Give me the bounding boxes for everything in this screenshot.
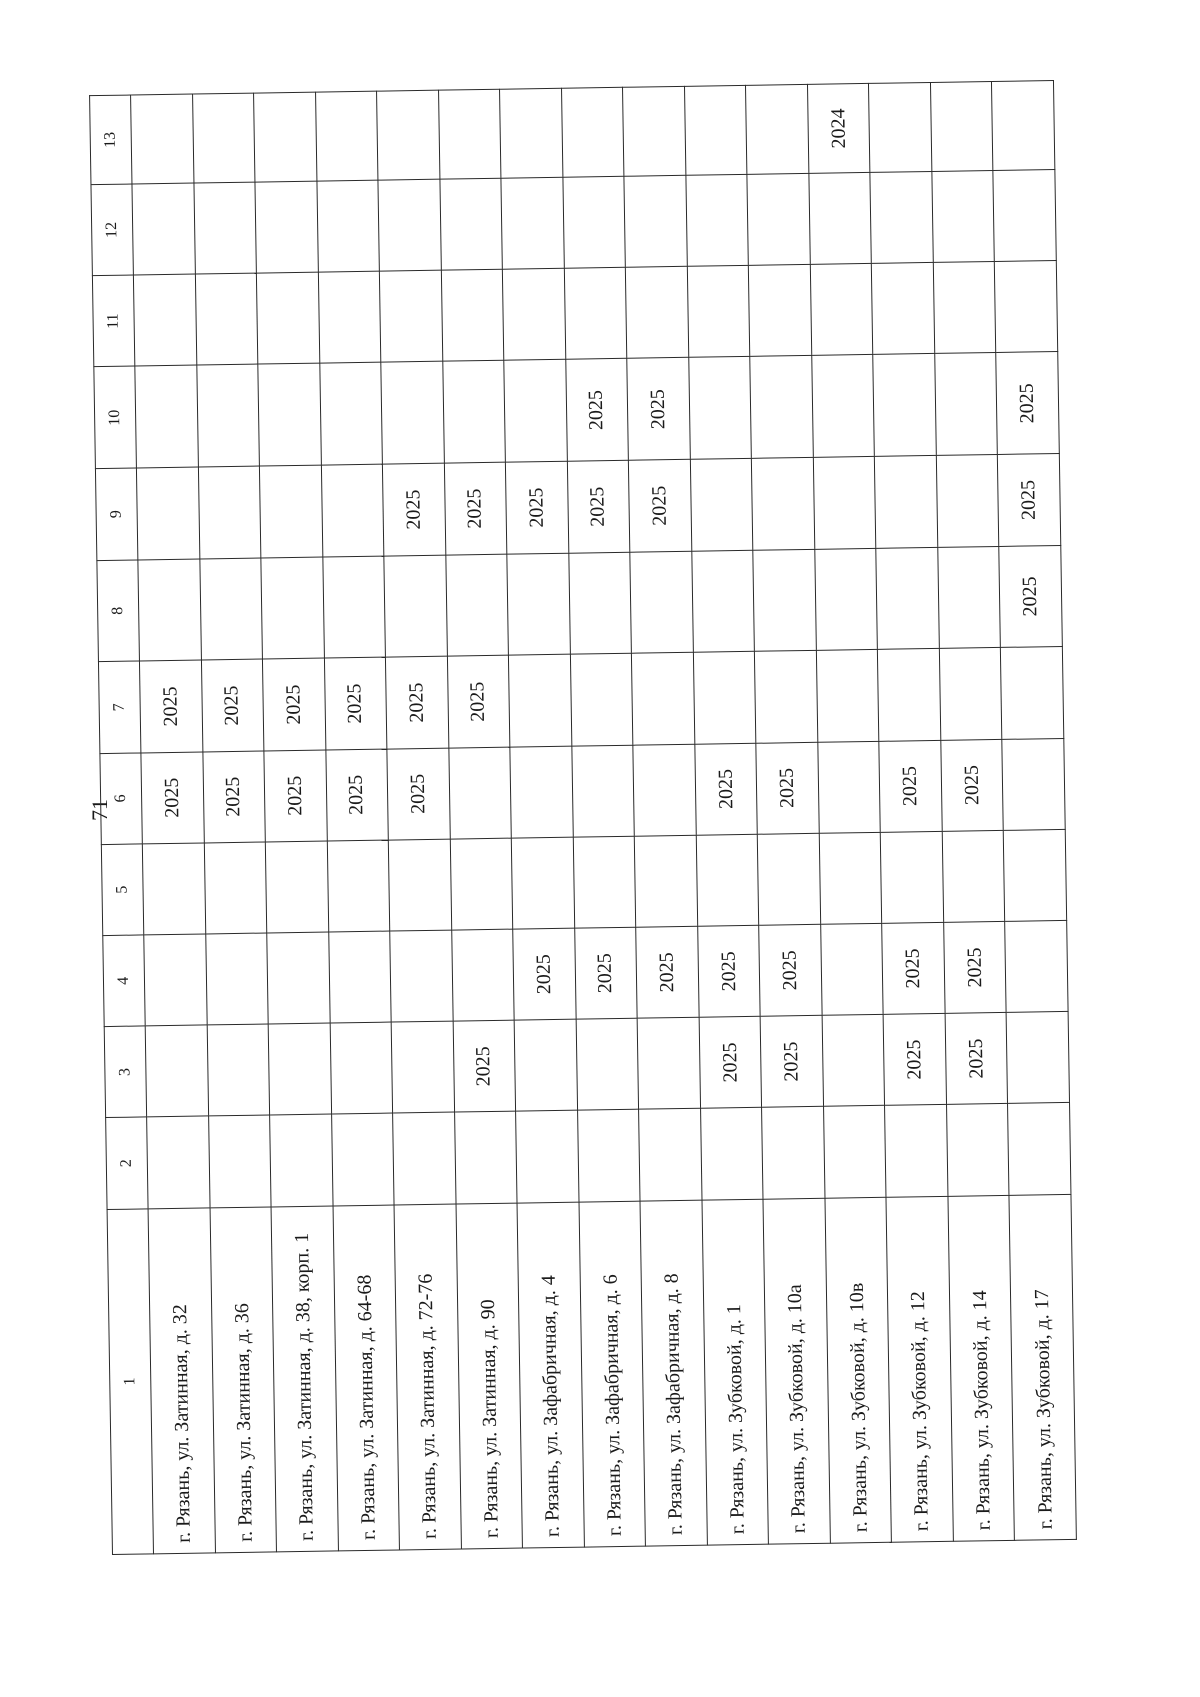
column-header-9: 9 (95, 468, 137, 560)
year-cell: 2025 (383, 463, 446, 555)
year-cell (378, 179, 441, 271)
year-cell (696, 834, 759, 926)
year-cell (869, 82, 932, 172)
year-cell (822, 1015, 885, 1107)
year-cell (693, 652, 756, 744)
year-cell: 2025 (574, 927, 637, 1019)
address-cell: г. Рязань, ул. Зубковой, д. 17 (1009, 1194, 1076, 1540)
year-cell (145, 1025, 208, 1117)
year-cell: 2025 (636, 926, 699, 1018)
year-cell: 2025 (387, 748, 450, 840)
address-cell: г. Рязань, ул. Зубковой, д. 10а (763, 1198, 830, 1544)
year-cell (317, 180, 380, 272)
year-cell: 2025 (945, 1013, 1008, 1105)
year-cell (205, 933, 268, 1025)
year-cell (1007, 1012, 1070, 1104)
year-cell (207, 1024, 270, 1116)
address-cell: г. Рязань, ул. Затинная, д. 32 (148, 1207, 215, 1553)
year-cell (377, 90, 440, 180)
year-cell (762, 1107, 825, 1199)
year-cell (755, 651, 818, 743)
year-cell (747, 173, 810, 265)
year-cell (135, 365, 198, 468)
year-cell (878, 649, 941, 741)
year-cell (270, 1114, 333, 1206)
column-header-2: 2 (106, 1117, 148, 1209)
table-wrapper (89, 80, 1077, 1555)
year-cell (873, 354, 936, 457)
year-cell (633, 744, 696, 836)
year-cell (514, 1019, 577, 1111)
year-cell (441, 269, 504, 361)
year-cell (692, 550, 755, 653)
year-cell (870, 172, 933, 264)
column-header-8: 8 (97, 560, 140, 663)
column-header-3: 3 (104, 1026, 146, 1118)
year-cell: 2025 (944, 921, 1007, 1013)
year-cell: 2025 (453, 1020, 516, 1112)
year-cell (936, 455, 999, 547)
year-cell (746, 84, 809, 174)
year-cell (500, 88, 563, 178)
year-cell: 2025 (386, 657, 449, 749)
year-cell (327, 840, 390, 932)
year-cell (192, 93, 255, 183)
year-cell (935, 353, 998, 456)
year-cell (750, 356, 813, 459)
year-cell (261, 557, 324, 660)
year-cell (700, 1108, 763, 1200)
year-cell (561, 87, 624, 177)
address-cell: г. Рязань, ул. Затинная, д. 90 (456, 1203, 523, 1549)
year-cell (576, 1018, 639, 1110)
year-cell: 2025 (996, 352, 1059, 455)
year-cell (689, 357, 752, 460)
year-cell (933, 262, 996, 354)
year-cell (572, 745, 635, 837)
year-cell (147, 1116, 210, 1208)
year-cell: 2025 (201, 659, 264, 751)
year-cell (749, 265, 812, 357)
year-cell (753, 549, 816, 652)
year-cell: 2025 (998, 454, 1061, 546)
year-cell: 2025 (202, 751, 265, 843)
year-cell (388, 839, 451, 931)
address-cell: г. Рязань, ул. Зубковой, д. 10в (825, 1197, 892, 1543)
year-cell (133, 274, 196, 366)
year-cell (875, 456, 938, 548)
year-cell: 2025 (756, 742, 819, 834)
year-cell: 2025 (565, 359, 628, 462)
year-cell (379, 270, 442, 362)
year-cell: 2025 (447, 656, 510, 748)
year-cell: 2025 (325, 749, 388, 841)
year-cell (511, 837, 574, 929)
year-cell (451, 929, 514, 1021)
year-cell (938, 546, 1001, 649)
year-cell (132, 183, 195, 275)
year-cell (268, 1023, 331, 1115)
year-cell (823, 1106, 886, 1198)
address-cell: г. Рязань, ул. Зубковой, д. 1 (702, 1199, 769, 1545)
year-cell (993, 170, 1056, 262)
year-cell (254, 92, 317, 182)
year-cell (1002, 738, 1065, 830)
address-cell: г. Рязань, ул. Зафабричная, д. 4 (517, 1202, 584, 1548)
year-cell (259, 465, 322, 557)
year-cell (509, 655, 572, 747)
year-cell (758, 833, 821, 925)
year-cell (930, 81, 993, 171)
year-cell: 2025 (759, 924, 822, 1016)
year-cell (321, 464, 384, 556)
year-cell (623, 86, 686, 176)
year-cell (328, 931, 391, 1023)
year-cell (809, 172, 872, 264)
year-cell (445, 554, 508, 657)
year-cell: 2025 (882, 922, 945, 1014)
year-cell (1005, 920, 1068, 1012)
year-cell (267, 932, 330, 1024)
year-cell: 2025 (879, 740, 942, 832)
address-cell: г. Рязань, ул. Затинная, д. 64-68 (333, 1205, 400, 1551)
year-cell (872, 263, 935, 355)
year-cell (516, 1111, 579, 1203)
year-cell: 2024 (807, 83, 870, 173)
column-header-13: 13 (90, 95, 132, 185)
year-cell (637, 1017, 700, 1109)
year-cell (819, 832, 882, 924)
year-cell (136, 467, 199, 559)
year-cell (821, 923, 884, 1015)
year-cell (391, 1021, 454, 1113)
year-cell (1004, 829, 1067, 921)
year-cell (196, 364, 259, 467)
year-cell: 2025 (629, 460, 692, 552)
year-cell (193, 182, 256, 274)
year-cell (818, 741, 881, 833)
year-cell (503, 268, 566, 360)
address-cell: г. Рязань, ул. Затинная, д. 38, корп. 1 (271, 1206, 338, 1552)
year-cell (946, 1104, 1009, 1196)
year-cell (630, 551, 693, 654)
year-cell (690, 459, 753, 551)
year-cell (686, 174, 749, 266)
year-cell (810, 264, 873, 356)
year-cell (564, 268, 627, 360)
year-cell (812, 355, 875, 458)
year-cell (256, 272, 319, 364)
table-body (90, 81, 1077, 1555)
year-cell: 2025 (697, 925, 760, 1017)
year-cell: 2025 (699, 1016, 762, 1108)
year-cell (1001, 647, 1064, 739)
year-cell (381, 362, 444, 465)
year-cell (390, 930, 453, 1022)
year-cell (881, 831, 944, 923)
year-cell: 2025 (263, 658, 326, 750)
year-cell (563, 176, 626, 268)
year-cell (501, 177, 564, 269)
year-cell (939, 648, 1002, 740)
year-cell (635, 835, 698, 927)
year-cell (816, 650, 879, 742)
year-cell (570, 654, 633, 746)
year-cell (138, 559, 201, 662)
year-cell (942, 830, 1005, 922)
year-cell (687, 266, 750, 358)
year-cell: 2025 (506, 462, 569, 554)
year-cell (450, 838, 513, 930)
address-cell: г. Рязань, ул. Зафабричная, д. 8 (640, 1200, 707, 1546)
column-header-11: 11 (92, 275, 134, 367)
year-cell (393, 1112, 456, 1204)
year-cell (142, 843, 205, 935)
year-cell: 2025 (567, 461, 630, 553)
year-cell (885, 1105, 948, 1197)
year-cell (510, 746, 573, 838)
column-header-1: 1 (107, 1208, 153, 1554)
year-cell (265, 841, 328, 933)
year-cell (319, 363, 382, 466)
year-cell (318, 271, 381, 363)
year-cell (449, 747, 512, 839)
year-cell (813, 457, 876, 549)
year-cell (932, 171, 995, 263)
year-cell (315, 91, 378, 181)
year-cell (208, 1115, 271, 1207)
year-cell (569, 552, 632, 655)
year-cell (573, 836, 636, 928)
year-cell (624, 175, 687, 267)
page-number: 71 (87, 799, 112, 821)
year-cell (577, 1110, 640, 1202)
year-cell (330, 1022, 393, 1114)
year-cell (438, 89, 501, 179)
year-cell: 2025 (695, 743, 758, 835)
column-header-10: 10 (94, 366, 137, 469)
year-cell (384, 555, 447, 658)
year-cell (131, 94, 194, 184)
year-cell (440, 178, 503, 270)
column-header-5: 5 (101, 844, 143, 936)
year-cell: 2025 (999, 545, 1062, 648)
address-cell: г. Рязань, ул. Зафабричная, д. 6 (579, 1201, 646, 1547)
column-header-12: 12 (91, 184, 133, 276)
address-cell: г. Рязань, ул. Зубковой, д. 14 (948, 1195, 1015, 1541)
year-cell: 2025 (883, 1014, 946, 1106)
year-cell (204, 842, 267, 934)
year-cell (504, 360, 567, 463)
year-cell: 2025 (139, 660, 202, 752)
year-cell: 2025 (941, 739, 1004, 831)
year-cell: 2025 (324, 658, 387, 750)
address-cell: г. Рязань, ул. Зубковой, д. 12 (886, 1196, 953, 1542)
year-cell (144, 934, 207, 1026)
year-cell (752, 458, 815, 550)
year-cell (632, 653, 695, 745)
year-cell (255, 181, 318, 273)
year-cell (454, 1111, 517, 1203)
work-schedule-table (89, 80, 1077, 1555)
year-cell (195, 273, 258, 365)
year-cell: 2025 (760, 1015, 823, 1107)
year-cell (198, 466, 261, 558)
year-cell (684, 85, 747, 175)
year-cell (995, 261, 1058, 353)
address-cell: г. Рязань, ул. Затинная, д. 36 (210, 1207, 277, 1553)
year-cell: 2025 (444, 463, 507, 555)
year-cell (258, 364, 321, 467)
year-cell (815, 548, 878, 651)
year-cell: 2025 (141, 752, 204, 844)
year-cell (876, 547, 939, 650)
year-cell (992, 81, 1055, 171)
column-header-4: 4 (103, 935, 145, 1027)
column-header-7: 7 (98, 661, 140, 753)
year-cell (507, 553, 570, 656)
year-cell (331, 1113, 394, 1205)
year-cell (322, 556, 385, 659)
year-cell (1008, 1103, 1071, 1195)
year-cell (639, 1109, 702, 1201)
year-cell (442, 361, 505, 464)
year-cell (199, 558, 262, 661)
column-header-6: 6 (100, 753, 142, 845)
address-cell: г. Рязань, ул. Затинная, д. 72-76 (394, 1204, 461, 1550)
year-cell: 2025 (513, 928, 576, 1020)
year-cell: 2025 (627, 358, 690, 461)
year-cell (626, 267, 689, 359)
year-cell: 2025 (264, 750, 327, 842)
